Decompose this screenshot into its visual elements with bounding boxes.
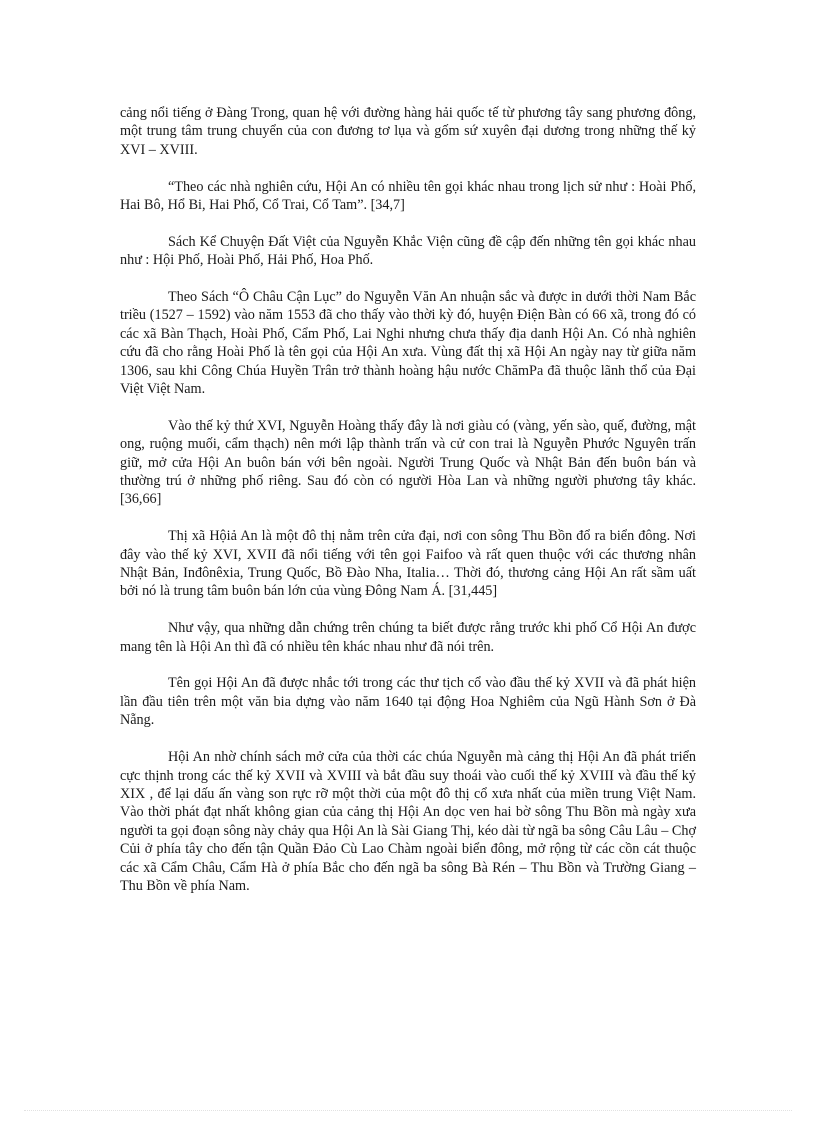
paragraph-ke-chuyen-dat-viet: Sách Kể Chuyện Đất Việt của Nguyễn Khắc Viện cũng đề cập đến những tên gọi khác nhau như : Hội Phố, Hoài Phố, Hải Phố, Hoa Phố. xyxy=(120,233,696,269)
paragraph-port-development: Hội An nhờ chính sách mở cửa của thời các chúa Nguyễn mà cảng thị Hội An đã phát triển cực thịnh trong các thế kỷ XVII và XVIII và bắt đầu suy thoái vào cuối thế kỷ XVIII và đầu thế kỷ XIX , để lại dấu ấn vàng son rực rỡ một thời của một đô thị cổ xưa nhất của miền trung Việt Nam. Vào thời phát đạt nhất không gian của cảng thị Hội An dọc ven hai bờ sông Thu Bồn mà ngày xưa người ta gọi đoạn sông này chảy qua Hội An là Sài Giang Thị, kéo dài từ ngã ba sông Câu Lâu – Chợ Củi ở phía tây cho đến tận Quần Đảo Cù Lao Chàm ngoài biển đông, mở rộng từ các cồn cát thuộc các xã Cẩm Châu, Cẩm Hà ở phía Bắc cho đến ngã ba sông Bà Rén – Thu Bồn và Trường Giang –Thu Bồn về phía Nam. xyxy=(120,749,696,894)
paragraph-quote-names: “Theo các nhà nghiên cứu, Hội An có nhiều tên gọi khác nhau trong lịch sử như : Hoài Phố, Hai Bô, Hổ Bi, Hai Phố, Cổ Trai, Cổ Tam”. [34,7] xyxy=(120,178,696,214)
paragraph-faifoo: Thị xã Hộiả An là một đô thị nằm trên cửa đại, nơi con sông Thu Bồn đổ ra biển đông. Nơi đây vào thế kỷ XVI, XVII đã nổi tiếng với tên gọi Faifoo và rất quen thuộc với các thương nhân Nhật Bản, Inđônêxia, Trung Quốc, Bồ Đào Nha, Italia… Thời đó, thương cảng Hội An rất sầm uất bởi nó là trung tâm buôn bán lớn của vùng Đông Nam Á. [31,445] xyxy=(120,528,696,600)
paragraph-conclusion-names: Như vậy, qua những dẫn chứng trên chúng ta biết được rằng trước khi phố Cổ Hội An được mang tên là Hội An thì đã có nhiều tên khác nhau như đã nói trên. xyxy=(120,620,696,655)
paragraph-hoa-nghiem-stele: Tên gọi Hội An đã được nhắc tới trong các thư tịch cổ vào đầu thế kỷ XVII và đã phát hiện lần đầu tiên trên một văn bia dựng vào năm 1640 tại động Hoa Nghiêm của Ngũ Hành Sơn ở Đà Nẵng. xyxy=(120,675,696,729)
paragraph-nguyen-hoang: Vào thế kỷ thứ XVI, Nguyễn Hoàng thấy đây là nơi giàu có (vàng, yến sào, quế, đường, mật ong, ruộng muối, cẩm thạch) nên mới lập thành trấn và cử con trai là Nguyễn Phước Nguyên trấn giữ, mở cửa Hội An buôn bán với bên ngoài. Người Trung Quốc và Nhật Bản đến buôn bán và thường trú ở những phố riêng. Sau đó còn có người Hòa Lan và những người phương tây khác. [36,66] xyxy=(120,417,696,508)
paragraph-o-chau-can-luc: Theo Sách “Ô Châu Cận Lục” do Nguyễn Văn An nhuận sắc và được in dưới thời Nam Bắc triều (1527 – 1592) vào năm 1553 đã cho thấy vào thời kỳ đó, huyện Điện Bàn có 66 xã, trong đó có các xã Bàn Thạch, Hoài Phố, Cẩm Phố, Lai Nghi nhưng chưa thấy địa danh Hội An. Có nhà nghiên cứu đã cho rằng Hoài Phố là tên gọi của Hội An xưa. Vùng đất thị xã Hội An ngày nay từ giữa năm 1306, sau khi Công Chúa Huyền Trân trở thành hoàng hậu nước ChămPa đã thuộc lãnh thổ của Đại Việt Việt Nam. xyxy=(120,289,696,398)
page-bottom-divider xyxy=(24,1110,792,1111)
document-body xyxy=(120,104,696,914)
paragraph-intro-continued: cảng nổi tiếng ở Đàng Trong, quan hệ với đường hàng hải quốc tế từ phương tây sang phương đông, một trung tâm trung chuyển của con đương tơ lụa và gốm sứ xuyên đại dương trong những thế kỷ XVI – XVIII. xyxy=(120,105,696,158)
